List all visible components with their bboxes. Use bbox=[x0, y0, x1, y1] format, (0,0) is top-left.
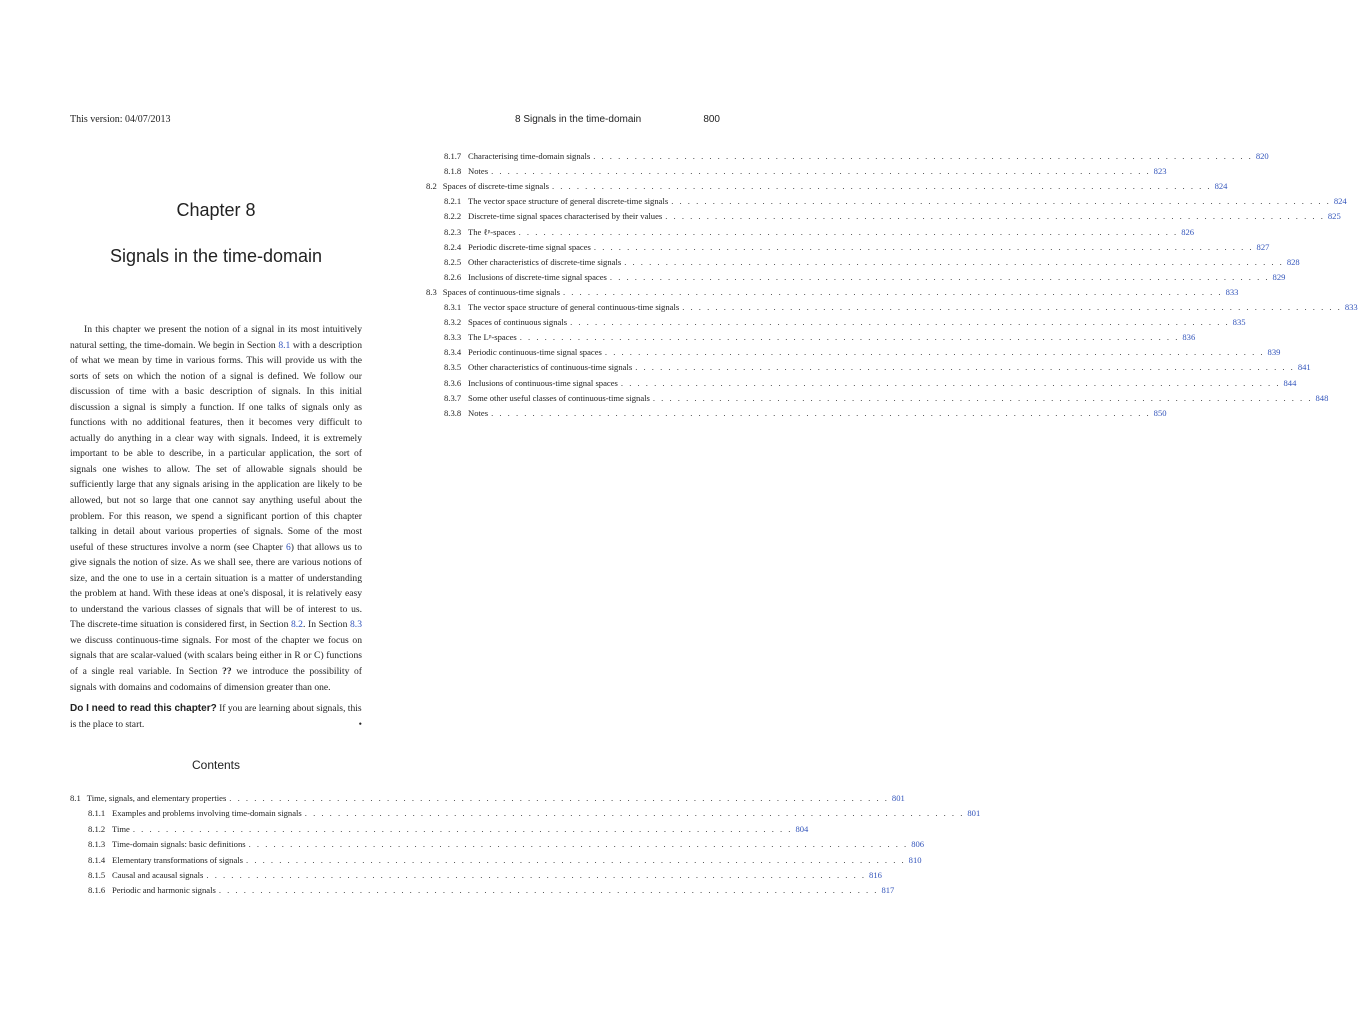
toc-entry-page[interactable]: 848 bbox=[1315, 392, 1329, 403]
toc-leader-dots: . . . . . . . . . . . . . . . . . . . . . . . . . . . . . . . . . . . . . . . . . . . . . . . . . . . . . . . . . . . . . . . . . . . . . . . . . . . . . . . . bbox=[604, 347, 1265, 358]
toc-leader-dots: . . . . . . . . . . . . . . . . . . . . . . . . . . . . . . . . . . . . . . . . . . . . . . . . . . . . . . . . . . . . . . . . . . . . . . . . . . . . . . . . bbox=[551, 181, 1212, 192]
toc-entry-8-2[interactable] bbox=[426, 181, 1228, 193]
toc-entry-title: Some other useful classes of continuous-time signals bbox=[468, 392, 650, 403]
toc-entry-8-3-6[interactable] bbox=[426, 377, 1297, 390]
toc-entry-page[interactable]: 833 bbox=[1225, 286, 1239, 297]
toc-entry-page[interactable]: 823 bbox=[1153, 166, 1167, 177]
toc-leader-dots: . . . . . . . . . . . . . . . . . . . . . . . . . . . . . . . . . . . . . . . . . . . . . . . . . . . . . . . . . . . . . . . . . . . . . . . . . . . . . . . . bbox=[132, 823, 793, 834]
toc-entry-8-2-6[interactable] bbox=[426, 271, 1286, 284]
contents-title: Contents bbox=[191, 758, 241, 772]
toc-entry-page[interactable]: 825 bbox=[1327, 211, 1341, 222]
toc-entry-number: 8.2.4 bbox=[444, 241, 462, 252]
toc-entry-8-3-7[interactable] bbox=[426, 392, 1329, 405]
toc-entry-title: Spaces of discrete-time signals bbox=[442, 181, 549, 192]
page-number: 800 bbox=[703, 114, 720, 125]
toc-entry-title: Inclusions of continuous-time signal spaces bbox=[468, 377, 618, 388]
chapter-number: Chapter 8 bbox=[176, 200, 256, 220]
toc-entry-title: Elementary transformations of signals bbox=[112, 854, 244, 865]
toc-entry-number: 8.1.1 bbox=[88, 808, 106, 819]
toc-entry-number: 8.2.6 bbox=[444, 271, 462, 282]
toc-leader-dots: . . . . . . . . . . . . . . . . . . . . . . . . . . . . . . . . . . . . . . . . . . . . . . . . . . . . . . . . . . . . . . . . . . . . . . . . . . . . . . . . bbox=[218, 885, 879, 896]
toc-leader-dots: . . . . . . . . . . . . . . . . . . . . . . . . . . . . . . . . . . . . . . . . . . . . . . . . . . . . . . . . . . . . . . . . . . . . . . . . . . . . . . . . bbox=[624, 256, 1284, 267]
toc-entry-8-1-1[interactable] bbox=[70, 808, 981, 820]
toc-entry-8-1-6[interactable] bbox=[70, 885, 895, 897]
toc-entry-title: Time-domain signals: basic definitions bbox=[112, 839, 246, 850]
toc-leader-dots: . . . . . . . . . . . . . . . . . . . . . . . . . . . . . . . . . . . . . . . . . . . . . . . . . . . . . . . . . . . . . . . . . . . . . . . . . . . . . . . . bbox=[206, 870, 867, 880]
toc-entry-8-2-4[interactable] bbox=[426, 241, 1270, 254]
toc-entry-8-3-4[interactable] bbox=[426, 347, 1281, 359]
toc-entry-page[interactable]: 828 bbox=[1286, 256, 1300, 267]
toc-leader-dots: . . . . . . . . . . . . . . . . . . . . . . . . . . . . . . . . . . . . . . . . . . . . . . . . . . . . . . . . . . . . . . . . . . . . . . . . . . . . . . . . bbox=[570, 317, 1230, 328]
toc-entry-title: The ℓᵖ-spaces bbox=[468, 226, 516, 237]
toc-entry-title: Other characteristics of discrete-time signals bbox=[468, 256, 622, 267]
toc-entry-page[interactable]: 844 bbox=[1283, 377, 1297, 388]
toc-entry-8-2-2[interactable] bbox=[426, 211, 1341, 223]
toc-entry-number: 8.2.3 bbox=[444, 226, 462, 237]
toc-entry-number: 8.2.2 bbox=[444, 211, 462, 222]
version-label: This version: 04/07/2013 bbox=[70, 114, 171, 125]
toc-entry-title: Spaces of continuous signals bbox=[468, 317, 568, 328]
toc-entry-page[interactable]: 839 bbox=[1267, 347, 1281, 358]
toc-leader-dots: . . . . . . . . . . . . . . . . . . . . . . . . . . . . . . . . . . . . . . . . . . . . . . . . . . . . . . . . . . . . . . . . . . . . . . . . . . . . . . . . bbox=[635, 362, 1295, 373]
toc-entry-number: 8.3.6 bbox=[444, 377, 462, 388]
toc-leader-dots: . . . . . . . . . . . . . . . . . . . . . . . . . . . . . . . . . . . . . . . . . . . . . . . . . . . . . . . . . . . . . . . . . . . . . . . . . . . . . . . . bbox=[248, 839, 909, 850]
toc-leader-dots: . . . . . . . . . . . . . . . . . . . . . . . . . . . . . . . . . . . . . . . . . . . . . . . . . . . . . . . . . . . . . . . . . . . . . . . . . . . . . . . . bbox=[620, 377, 1281, 388]
toc-entry-number: 8.1.4 bbox=[88, 854, 106, 865]
missing-ref: ?? bbox=[222, 666, 232, 678]
link-section-8-3[interactable]: 8.3 bbox=[350, 619, 362, 631]
toc-leader-dots: . . . . . . . . . . . . . . . . . . . . . . . . . . . . . . . . . . . . . . . . . . . . . . . . . . . . . . . . . . . . . . . . . . . . . . . . . . . . . . . . bbox=[491, 166, 1151, 177]
toc-entry-8-1-3[interactable] bbox=[70, 839, 925, 851]
toc-entry-title: Time, signals, and elementary properties bbox=[86, 793, 227, 803]
need-question: Do I need to read this chapter? bbox=[70, 703, 217, 714]
toc-entry-page[interactable]: 824 bbox=[1333, 196, 1347, 207]
toc-entry-page[interactable]: 836 bbox=[1182, 332, 1196, 343]
toc-leader-dots: . . . . . . . . . . . . . . . . . . . . . . . . . . . . . . . . . . . . . . . . . . . . . . . . . . . . . . . . . . . . . . . . . . . . . . . . . . . . . . . . bbox=[652, 392, 1313, 403]
toc-leader-dots: . . . . . . . . . . . . . . . . . . . . . . . . . . . . . . . . . . . . . . . . . . . . . . . . . . . . . . . . . . . . . . . . . . . . . . . . . . . . . . . . bbox=[593, 241, 1254, 252]
toc-entry-title: The vector space structure of general continuous-time signals bbox=[468, 302, 680, 312]
toc-leader-dots: . . . . . . . . . . . . . . . . . . . . . . . . . . . . . . . . . . . . . . . . . . . . . . . . . . . . . . . . . . . . . . . . . . . . . . . . . . . . . . . . bbox=[671, 196, 1331, 207]
toc-entry-page[interactable]: 835 bbox=[1232, 317, 1246, 328]
toc-leader-dots: . . . . . . . . . . . . . . . . . . . . . . . . . . . . . . . . . . . . . . . . . . . . . . . . . . . . . . . . . . . . . . . . . . . . . . . . . . . . . . . . bbox=[562, 286, 1223, 297]
toc-entry-number: 8.2.5 bbox=[444, 256, 462, 267]
toc-entry-page[interactable]: 816 bbox=[869, 870, 882, 880]
toc-entry-title: Notes bbox=[468, 407, 489, 418]
toc-entry-number: 8.1.6 bbox=[88, 885, 106, 896]
toc-entry-page[interactable]: 850 bbox=[1153, 407, 1167, 418]
toc-entry-title: Periodic discrete-time signal spaces bbox=[468, 241, 591, 252]
toc-entry-number: 8.3.8 bbox=[444, 407, 462, 418]
toc-entry-title: Characterising time-domain signals bbox=[468, 151, 591, 161]
toc-entry-title: The Lᵖ-spaces bbox=[468, 332, 517, 343]
toc-entry-number: 8.3 bbox=[426, 286, 437, 297]
toc-entry-number: 8.3.2 bbox=[444, 317, 462, 328]
toc-entry-8-1-2[interactable] bbox=[70, 823, 809, 836]
toc-entry-number: 8.3.7 bbox=[444, 392, 462, 403]
toc-leader-dots: . . . . . . . . . . . . . . . . . . . . . . . . . . . . . . . . . . . . . . . . . . . . . . . . . . . . . . . . . . . . . . . . . . . . . . . . . . . . . . . . bbox=[665, 211, 1325, 222]
toc-entry-page[interactable]: 806 bbox=[911, 839, 925, 850]
toc-entry-title: Causal and acausal signals bbox=[112, 870, 204, 880]
toc-entry-number: 8.2.1 bbox=[444, 196, 462, 207]
toc-entry-number: 8.3.3 bbox=[444, 332, 462, 343]
toc-entry-title: Spaces of continuous-time signals bbox=[442, 286, 560, 297]
need-answer: If you are learning about signals, this is the place to start. bbox=[70, 703, 362, 730]
toc-leader-dots: . . . . . . . . . . . . . . . . . . . . . . . . . . . . . . . . . . . . . . . . . . . . . . . . . . . . . . . . . . . . . . . . . . . . . . . . . . . . . . . . bbox=[229, 793, 889, 803]
toc-entry-title: Periodic and harmonic signals bbox=[112, 885, 216, 896]
toc-entry-page[interactable]: 829 bbox=[1272, 271, 1286, 282]
toc-entry-title: Discrete-time signal spaces characterised by their values bbox=[468, 211, 663, 222]
toc-leader-dots: . . . . . . . . . . . . . . . . . . . . . . . . . . . . . . . . . . . . . . . . . . . . . . . . . . . . . . . . . . . . . . . . . . . . . . . . . . . . . . . . bbox=[518, 226, 1179, 237]
toc-entry-8-2-3[interactable] bbox=[426, 226, 1195, 239]
toc-entry-page[interactable]: 827 bbox=[1256, 241, 1270, 252]
toc-entry-title: Other characteristics of continuous-time signals bbox=[468, 362, 633, 373]
toc-entry-8-3-3[interactable] bbox=[426, 332, 1196, 344]
toc-entry-page[interactable]: 810 bbox=[908, 854, 922, 865]
end-bullet-icon: • bbox=[358, 719, 362, 730]
link-section-8-1[interactable]: 8.1 bbox=[278, 339, 291, 351]
toc-entry-page[interactable]: 801 bbox=[967, 808, 981, 819]
toc-entry-title: Periodic continuous-time signal spaces bbox=[468, 347, 602, 358]
toc-entry-page[interactable]: 841 bbox=[1297, 362, 1311, 373]
toc-entry-number: 8.3.1 bbox=[444, 302, 462, 312]
need-to-read bbox=[70, 701, 362, 733]
toc-entry-page[interactable]: 824 bbox=[1214, 181, 1228, 192]
toc-entry-title: Inclusions of discrete-time signal spaces bbox=[468, 271, 607, 282]
toc-entry-page[interactable]: 804 bbox=[795, 823, 809, 834]
toc-entry-page[interactable]: 826 bbox=[1181, 226, 1195, 237]
toc-entry-8-1-4[interactable] bbox=[70, 854, 922, 867]
toc-entry-number: 8.1.2 bbox=[88, 823, 106, 834]
link-chapter-6[interactable]: 6 bbox=[285, 541, 291, 553]
toc-entry-number: 8.1.8 bbox=[444, 166, 462, 177]
toc-entry-number: 8.1.3 bbox=[88, 839, 106, 850]
chapter-title: Signals in the time-domain bbox=[109, 246, 323, 266]
toc-entry-8-1-8[interactable] bbox=[426, 166, 1167, 178]
toc-entry-page[interactable]: 817 bbox=[881, 885, 895, 896]
toc-entry-8-1-7[interactable] bbox=[426, 151, 1269, 163]
toc-entry-8-1-5[interactable] bbox=[70, 870, 882, 882]
toc-entry-8-3-2[interactable] bbox=[426, 317, 1246, 329]
toc-entry-number: 8.3.4 bbox=[444, 347, 462, 358]
intro-paragraph: In this chapter we present the notion of a signal in its most intuitively natural setting, the time-domain. We begin in Section 8.1 with a description of what we mean by time in various forms. This will provide us with the sorts of sets on which the notion of a signal is defined. We follow our discussion of time with a basic description of signals. In this initial discussion a signal is simply a function. If one talks of signals only as functions with no additional features, then it becomes very difficult to actually do anything in a clear way with signals. Indeed, it is extremely important to be able to describe, in a particular application, the sort of signals one wishes to allow. The set of allowable signals should be sufficiently large that any signals arising in the application are likely to be allowed, but not so large that one cannot say anything useful about the problem. For this reason, we spend a significant portion of this chapter talking in detail about various properties of signals. Some of the most useful of these structures involve a norm (see Chapter 6) that allows us to give signals the notion of size. As we shall see, there are various notions of size, and the one to use in a certain situation is a matter of understanding the problem at hand. With these ideas at one's disposal, it is relatively easy to understand the various classes of signals that will be of interest to us. The discrete-time situation is considered first, in Section 8.2. In Section 8.3 we discuss continuous-time signals. For most of the chapter we focus on signals that are scalar-valued (with scalars being either in R or C) functions of a single real variable. In Section ?? we introduce the possibility of signals with domains and codomains of dimension greater than one. bbox=[70, 324, 362, 693]
toc-entry-number: 8.1.5 bbox=[88, 870, 106, 880]
toc-leader-dots: . . . . . . . . . . . . . . . . . . . . . . . . . . . . . . . . . . . . . . . . . . . . . . . . . . . . . . . . . . . . . . . . . . . . . . . . . . . . . . . . bbox=[519, 332, 1180, 343]
toc-leader-dots: . . . . . . . . . . . . . . . . . . . . . . . . . . . . . . . . . . . . . . . . . . . . . . . . . . . . . . . . . . . . . . . . . . . . . . . . . . . . . . . . bbox=[682, 302, 1342, 312]
toc-entry-8-1[interactable] bbox=[70, 793, 905, 805]
toc-leader-dots: . . . . . . . . . . . . . . . . . . . . . . . . . . . . . . . . . . . . . . . . . . . . . . . . . . . . . . . . . . . . . . . . . . . . . . . . . . . . . . . . bbox=[304, 808, 965, 819]
toc-entry-8-3[interactable] bbox=[426, 286, 1239, 299]
toc-entry-8-3-5[interactable] bbox=[426, 362, 1311, 374]
toc-entry-8-2-5[interactable] bbox=[426, 256, 1300, 269]
toc-entry-number: 8.3.5 bbox=[444, 362, 462, 373]
toc-entry-title: The vector space structure of general discrete-time signals bbox=[468, 196, 669, 207]
link-section-8-2[interactable]: 8.2 bbox=[290, 619, 303, 631]
toc-entry-title: Time bbox=[112, 823, 130, 834]
toc-entry-title: Examples and problems involving time-domain signals bbox=[112, 808, 302, 819]
toc-entry-title: Notes bbox=[468, 166, 489, 177]
toc-entry-page[interactable]: 833 bbox=[1344, 302, 1358, 312]
toc-entry-8-2-1[interactable] bbox=[426, 196, 1347, 208]
toc-entry-number: 8.1 bbox=[70, 793, 81, 803]
toc-leader-dots: . . . . . . . . . . . . . . . . . . . . . . . . . . . . . . . . . . . . . . . . . . . . . . . . . . . . . . . . . . . . . . . . . . . . . . . . . . . . . . . . bbox=[246, 854, 906, 865]
toc-entry-page[interactable]: 801 bbox=[891, 793, 905, 803]
toc-leader-dots: . . . . . . . . . . . . . . . . . . . . . . . . . . . . . . . . . . . . . . . . . . . . . . . . . . . . . . . . . . . . . . . . . . . . . . . . . . . . . . . . bbox=[593, 151, 1253, 161]
toc-entry-number: 8.1.7 bbox=[444, 151, 462, 161]
toc-leader-dots: . . . . . . . . . . . . . . . . . . . . . . . . . . . . . . . . . . . . . . . . . . . . . . . . . . . . . . . . . . . . . . . . . . . . . . . . . . . . . . . . bbox=[491, 407, 1151, 418]
toc-entry-number: 8.2 bbox=[426, 181, 437, 192]
toc-leader-dots: . . . . . . . . . . . . . . . . . . . . . . . . . . . . . . . . . . . . . . . . . . . . . . . . . . . . . . . . . . . . . . . . . . . . . . . . . . . . . . . . bbox=[609, 271, 1270, 282]
running-title: 8 Signals in the time-domain bbox=[515, 114, 642, 125]
toc-entry-page[interactable]: 820 bbox=[1255, 151, 1269, 161]
toc-entry-8-3-8[interactable] bbox=[426, 407, 1167, 420]
toc-entry-8-3-1[interactable] bbox=[426, 302, 1358, 314]
